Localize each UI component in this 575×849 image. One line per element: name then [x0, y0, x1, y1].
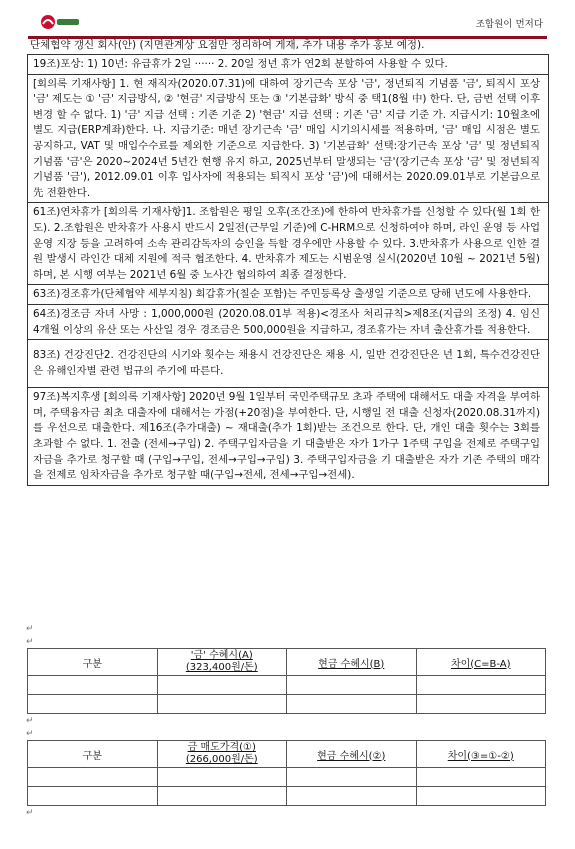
paragraph-mark: ↵ — [26, 716, 34, 726]
paragraph-mark: ↵ — [26, 729, 34, 739]
header-slogan: 조합원이 먼저다 — [475, 19, 543, 30]
table-header: 구분 — [28, 649, 158, 676]
clause-row-63: 63조)경조휴가(단체협약 세부지침) 회갑휴가(칠순 포함)는 주민등록상 출생일 기준으로 당해 년도에 사용한다. — [28, 284, 548, 304]
paragraph-mark: ↵ — [26, 808, 34, 818]
gold-comparison-table — [27, 648, 546, 714]
table-header: 현금 수혜시(②) — [287, 741, 417, 768]
paragraph-mark: ↵ — [26, 624, 34, 634]
table-header: 차이(C=B-A) — [416, 649, 546, 676]
paragraph-mark: ↵ — [26, 637, 34, 647]
clause-row-97: 97조)복지후생 [회의록 기재사항] 2020년 9월 1일부터 국민주택규모 초과 주택에 대해서도 대출 자격을 부여하며, 주택융자금 최초 대출자에 대해서는 가점(+20점)을 부여한다. 단, 시행일 전 대출 신청자(2020.08.31까지)를 우선으로 대출한다. 제16조(추가대출) ~ 재대출(추가 1회)받는 조건으로 한다. 단, 개인 대출 횟수는 3회를 초과할 수 없다. 1. 전출 (전세→구입) 2. 주택구입자금을 기 대출받은 자가 1가구 1주택 구입을 전제로 주택구입 자금을 추가로 청구할 때 (구입→구입, 전세→구입→구입) 3. 주택구입자금을 기 대출받은 자가 기존 주택의 매각을 전제로 임차자금을 추가로 청구할 때(구입→전세, 전세→구입→전세). — [28, 387, 548, 485]
union-logo-icon — [38, 12, 82, 32]
table-header: 차이(③=①-②) — [416, 741, 546, 768]
clause-row-meeting-record: [회의록 기재사항] 1. 현 재직자(2020.07.31)에 대하여 장기근속 포상 '금', 정년퇴직 기념품 '금', 퇴직시 포상 '금' 제도는 ① '금' 지급방식, ② '현금' 지급방식 또는 ③ '기본급화' 방식 중 택1(8월 中) 한다. 단, 금번 선택 이후 변경 할 수 없다. 1) '금' 지급 선택 : 기존 기준 2) '현금' 지급 선택 : 기존 '금' 지급 기준 가. 지급시기: 10월초에 별도 지급(ERP계좌)한다. 나. 지급기준: 매년 장기근속 '금' 매입 시기의시세를 적용하며, '금' 매입 시점은 별도 공지하고, VAT 및 매입수수료를 제외한 기준으로 지급한다. 3) '기본급화' 선택:장기근속 포상 '금' 및 정년퇴직 기념품 '금'은 2020~2024년 5년간 현행 유지 하고, 2025년부터 말생되는 '금'(장기근속 포상 '금' 및 정년퇴직 기념품 '금'), 2012.09.01 이후 입사자에 적용되는 퇴직시 포상 '금')에 대해서는 2020.09.01부로 기본급으로 先 전환한다. — [28, 74, 548, 203]
clause-row-83: 83조) 건강진단2. 건강진단의 시기와 횟수는 채용시 건강진단은 채용 시, 일반 건강진단은 년 1회, 특수건강진단은 유해인자별 관련 법규의 주기에 따른다. — [28, 339, 548, 387]
document-intro: 단체협약 갱신 회사(안) (지면관계상 요점만 정리하여 게재, 추가 내용 추가 홍보 예정). — [30, 39, 425, 51]
table-header: 현금 수혜시(B) — [287, 649, 417, 676]
table-row — [28, 768, 546, 787]
clause-row-64: 64조)경조금 자녀 사망 : 1,000,000원 (2020.08.01부 적용)<경조사 처리규칙>제8조(지급의 조정) 4. 임신 4개월 이상의 유산 또는 사산일 경우 경조금은 500,000원을 지급하고, 경조휴가는 자녀 출산휴가를 적용한다. — [28, 304, 548, 339]
table-header: 금 매도가격(①) (266,000원/돈) — [157, 741, 287, 768]
gold-sale-comparison-table — [27, 740, 546, 806]
table-row — [28, 787, 546, 806]
table-header: 구분 — [28, 741, 158, 768]
clause-row-19: 19조)포상: 1) 10년: 유급휴가 2일 ······ 2. 20일 정년 휴가 연2회 분할하여 사용할 수 있다. — [33, 58, 448, 70]
table-row — [28, 695, 546, 714]
table-header: '금' 수혜시(A) (323,400원/돈) — [157, 649, 287, 676]
clause-box — [27, 54, 549, 486]
table-row — [28, 676, 546, 695]
clause-row-61: 61조)연차휴가 [회의록 기재사항]1. 조합원은 평일 오후(조간조)에 한하여 반차휴가를 신청할 수 있다(월 1회 한도). 2.조합원은 반차휴가 사용시 반드시 2일전(근무일 기준)에 C-HRM으로 신청하여야 하며, 라인 운영 등 사업운영 지장 등을 고려하여 소속 관리감독자의 승인을 득할 경우에만 사용할 수 있다. 3.반차휴가 사용으로 인한 결원 발생시 라인간 대체 지원에 적극 협조한다. 4. 반차휴가 제도는 시범운영 실시(2020년 10월 ~ 2021년 5월)하며, 본 시행 여부는 2021년 6월 중 노사간 협의하여 최종 결정한다. — [28, 202, 548, 284]
page-header — [28, 10, 547, 39]
